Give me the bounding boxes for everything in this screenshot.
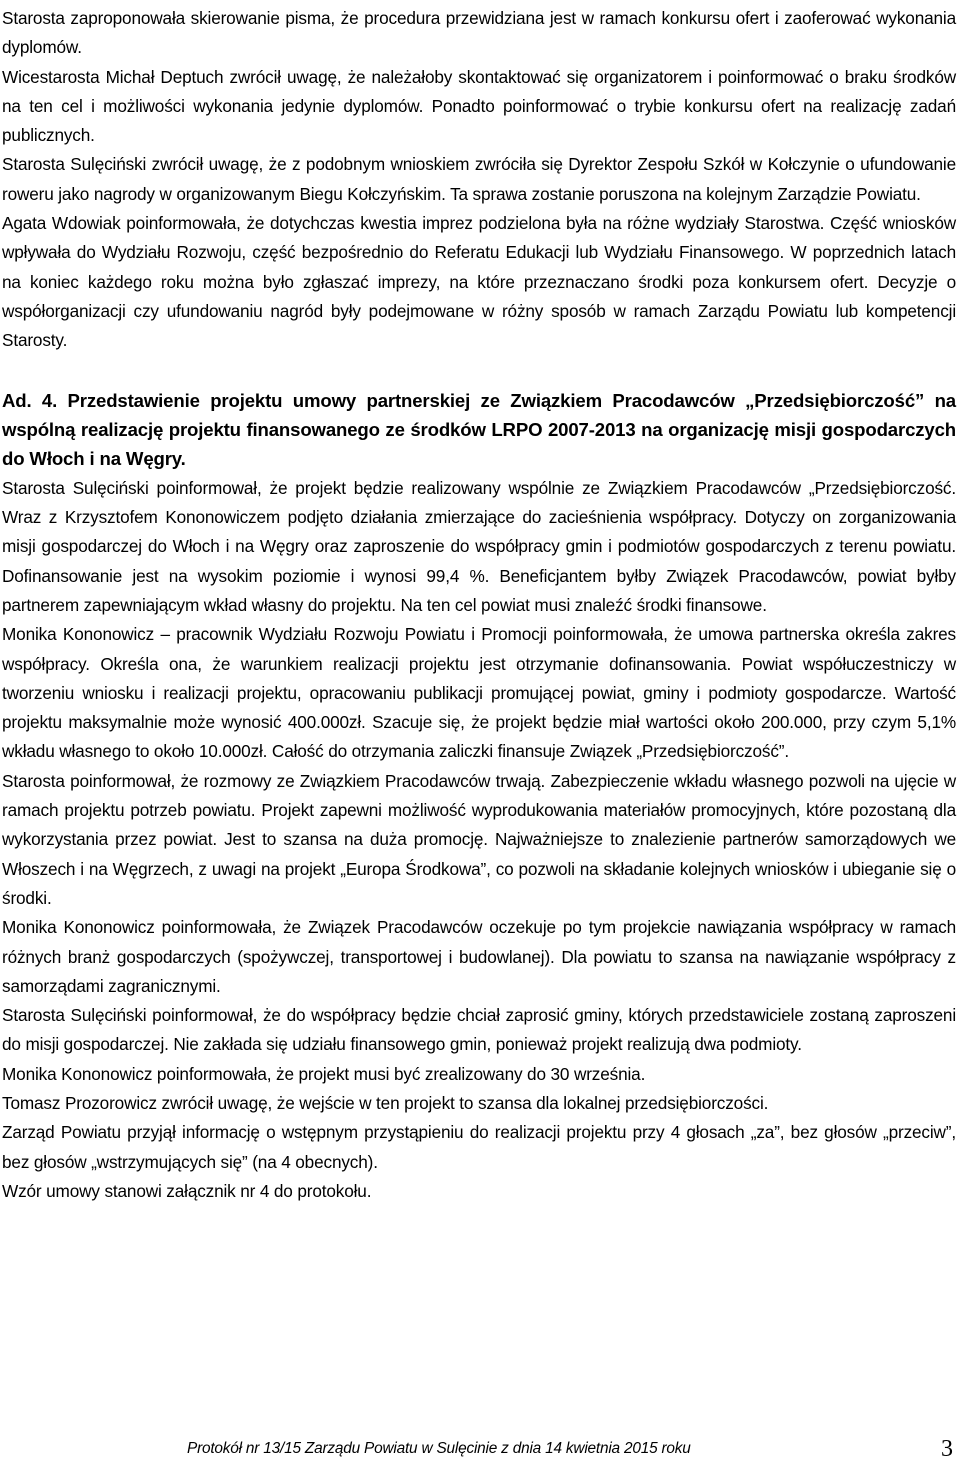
spacer [2,356,956,385]
paragraph: Starosta Sulęciński zwrócił uwagę, że z podobnym wnioskiem zwróciła się Dyrektor Zespołu Szkół w Kołczynie o ufundowanie roweru jako nagrody w organizowanym Biegu Kołczyńskim. Ta sprawa zostanie poruszona na kolejnym Zarządzie Powiatu. [2,154,956,204]
paragraph: Tomasz Prozorowicz zwrócił uwagę, że wejście w ten projekt to szansa dla lokalnej przedsiębiorczości. [2,1092,769,1113]
paragraph: Monika Kononowicz poinformowała, że projekt musi być zrealizowany do 30 września. [2,1063,646,1084]
document-body [2,4,956,1206]
paragraph: Monika Kononowicz poinformowała, że Związek Pracodawców oczekuje po tym projekcie nawiązania współpracy w ramach różnych branż gospodarczych (spożywczej, transportowej i budowlanej). Dla powiatu to szansa na nawiązanie współpracy z samorządami zagranicznymi. [2,917,956,996]
paragraph: Zarząd Powiatu przyjął informację o wstępnym przystąpieniu do realizacji projektu przy 4 głosach „za”, bez głosów „przeciw”, bez głosów „wstrzymujących się” (na 4 obecnych). [2,1122,956,1172]
paragraph: Wicestarosta Michał Deptuch zwrócił uwagę, że należałoby skontaktować się organizatorem i poinformować o braku środków na ten cel i możliwości wykonania jedynie dyplomów. Ponadto poinformować o trybie konkursu ofert na realizację zadań publicznych. [2,66,956,146]
footer-text: Protokół nr 13/15 Zarządu Powiatu w Sulęcinie z dnia 14 kwietnia 2015 roku [187,1440,691,1457]
page-footer [0,1436,960,1466]
paragraph: Wzór umowy stanowi załącznik nr 4 do protokołu. [2,1180,372,1201]
paragraph: Starosta Sulęciński poinformował, że projekt będzie realizowany wspólnie ze Związkiem Pracodawców „Przedsiębiorczość. Wraz z Krzysztofem Kononowiczem podjęto działania zmierzające do zacieśnienia współpracy. Dotyczy on zorganizowania misji gospodarczej do Włoch i na Węgry oraz zaproszenie do współpracy gmin i podmiotów gospodarczych z terenu powiatu. Dofinansowanie jest na wysokim poziomie i wynosi 99,4 %. Beneficjantem byłby Związek Pracodawców, powiat byłby partnerem zapewniającym wkład własny do projektu. Na ten cel powiat musi znaleźć środki finansowe. [2,477,956,615]
paragraph: Starosta Sulęciński poinformował, że do współpracy będzie chciał zaprosić gminy, których przedstawiciele zostaną zaproszeni do misji gospodarczej. Nie zakłada się udziału finansowego gmin, ponieważ projekt realizują dwa podmioty. [2,1005,956,1055]
paragraph: Starosta zaproponowała skierowanie pisma, że procedura przewidziana jest w ramach konkursu ofert i zaoferować wykonania dyplomów. [2,8,956,58]
page-number: 3 [941,1436,953,1462]
agenda-item-heading: Ad. 4. Przedstawienie projektu umowy partnerskiej ze Związkiem Pracodawców „Przedsiębiorczość” na wspólną realizację projektu finansowanego ze środków LRPO 2007-2013 na organizację misji gospodarczych do Włoch i na Węgry. [2,389,956,470]
paragraph: Monika Kononowicz – pracownik Wydziału Rozwoju Powiatu i Promocji poinformowała, że umowa partnerska określa zakres współpracy. Określa ona, że warunkiem realizacji projektu jest otrzymanie dofinansowania. Powiat współuczestniczy w tworzeniu wniosku i realizacji projektu, opracowaniu publikacji promującej powiat, gminy i podmioty gospodarcze. Wartość projektu maksymalnie może wynosić 400.000zł. Szacuje się, że projekt będzie miał wartości około 200.000, przy czym 5,1% wkładu własnego to około 10.000zł. Całość do otrzymania zaliczki finansuje Związek „Przedsiębiorczość”. [2,624,956,762]
paragraph: Agata Wdowiak poinformowała, że dotychczas kwestia imprez podzielona była na różne wydziały Starostwa. Część wniosków wpływała do Wydziału Rozwoju, część bezpośrednio do Referatu Edukacji lub Wydziału Finansowego. W poprzednich latach na koniec każdego roku można było zgłaszać imprezy, na które przeznaczano środki poza konkursem ofert. Decyzje o współorganizacji czy ufundowaniu nagród były podejmowane w różny sposób w ramach Zarządu Powiatu lub kompetencji Starosty. [2,213,956,351]
paragraph: Starosta poinformował, że rozmowy ze Związkiem Pracodawców trwają. Zabezpieczenie wkładu własnego pozwoli na ujęcie w ramach projektu potrzeb powiatu. Projekt zapewni możliwość wyprodukowania materiałów promocyjnych, które pozostaną dla wykorzystania przez powiat. Jest to szansa na duża promocję. Najważniejsze to znalezienie partnerów samorządowych we Włoszech i na Węgrzech, z uwagi na projekt „Europa Środkowa”, co pozwoli na składanie kolejnych wniosków i ubieganie się o środki. [2,770,956,908]
